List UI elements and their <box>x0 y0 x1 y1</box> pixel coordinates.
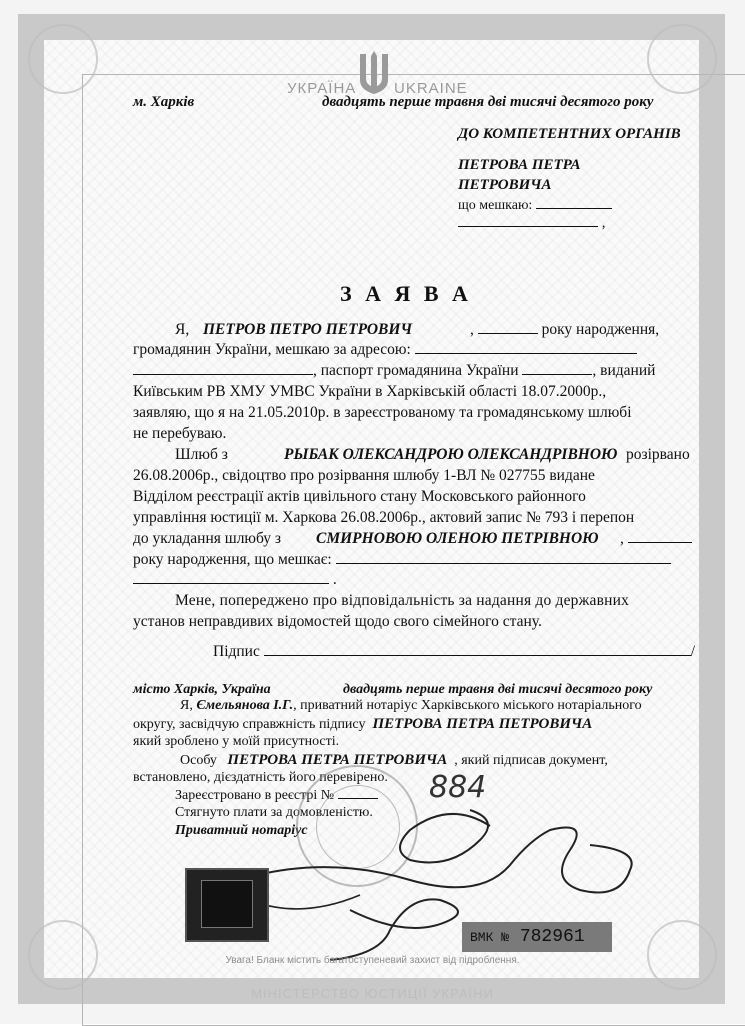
p1-passport: , паспорт громадянина України <box>313 362 519 379</box>
notary-line7: Стягнуто плати за домовленістю. <box>175 805 373 820</box>
document-title: З А Я В А <box>340 281 472 306</box>
trident-emblem-icon <box>357 50 391 96</box>
registry-label: Зареєстровано в реєстрі № <box>175 788 335 803</box>
notary-city: місто Харків, Україна <box>133 682 271 697</box>
notary-i: Я, <box>180 698 193 713</box>
p1-line3 <box>133 362 655 380</box>
p1-address-label: громадянин України, мешкаю за адресою: <box>133 341 411 358</box>
p2-residence: року народження, що мешкає: <box>133 551 332 568</box>
p3-line1: Мене, попереджено про відповідальність за надання до державних <box>175 592 630 609</box>
signature-blank <box>264 655 691 656</box>
corner-ornament <box>647 24 717 94</box>
passport-blank <box>522 374 592 375</box>
header-ukraina: УКРАЇНА <box>287 80 357 97</box>
header-ukraine: UKRAINE <box>394 80 468 97</box>
hologram-trident-icon <box>201 880 253 928</box>
notary-line1-rest: , приватний нотаріус Харківського міського нотаріального <box>293 698 642 713</box>
signature-row: Підпис / <box>213 643 696 660</box>
p1-line6: не перебуваю. <box>133 425 227 442</box>
residence-line2: , <box>458 213 606 234</box>
notary-line8: Приватний нотаріус <box>175 823 308 838</box>
notary-certify: округу, засвідчую справжність підпису <box>133 717 366 732</box>
signature-label: Підпис <box>213 643 260 660</box>
p2-line3: Відділом реєстрації актів цивільного стану Московського районного <box>133 488 586 505</box>
registry-number: 884 <box>429 770 487 805</box>
blank-warning: Увага! Бланк містить багатоступеневий захист від підроблення. <box>225 955 520 966</box>
notary-line4 <box>180 752 608 769</box>
p1-line5: заявляю, що я на 21.05.2010р. в зареєстрованому та громадянському шлюбі <box>133 404 632 421</box>
addressee-name-line2: ПЕТРОВИЧА <box>458 177 552 193</box>
p2-name2-after: , <box>620 530 692 548</box>
addressee-name-line1: ПЕТРОВА ПЕТРА <box>458 157 581 173</box>
header-date: двадцять перше травня дві тисячі десятого року <box>322 94 654 110</box>
notary-line3: який зроблено у моїй присутності. <box>133 734 340 749</box>
p2-line5: до укладання шлюбу з <box>133 530 282 547</box>
p1-name: ПЕТРОВ ПЕТРО ПЕТРОВИЧ <box>203 321 413 338</box>
birth-year-blank <box>628 542 692 543</box>
serial-number: 782961 <box>519 927 585 947</box>
p3-line2: установ неправдивих відомостей щодо свого сімейного стану. <box>133 613 542 630</box>
p1-line4: Київським РВ ХМУ УМВС України в Харківській області 18.07.2000р., <box>133 383 607 400</box>
residence-blank <box>133 583 329 584</box>
p2-name2: СМИРНОВОЮ ОЛЕНОЮ ПЕТРІВНОЮ <box>316 530 599 547</box>
notary-line4-rest: , який підписав документ, <box>454 753 608 768</box>
residence-blank <box>336 563 671 564</box>
notary-signer-name: ПЕТРОВА ПЕТРА ПЕТРОВИЧА <box>372 716 593 732</box>
residence-blank <box>458 226 598 227</box>
serial-prefix: ВМК № <box>470 930 510 945</box>
address-blank <box>415 353 637 354</box>
p2-line7: . <box>133 571 337 589</box>
blank-serial <box>462 922 612 952</box>
corner-ornament <box>28 24 98 94</box>
header-city: м. Харків <box>133 94 195 110</box>
addressee-to: ДО КОМПЕТЕНТНИХ ОРГАНІВ <box>458 126 681 142</box>
hologram-sticker <box>185 868 269 942</box>
p1-line2 <box>133 341 637 359</box>
notary-name: Ємельянова І.Г. <box>196 698 294 713</box>
notary-person-name: ПЕТРОВА ПЕТРА ПЕТРОВИЧА <box>227 752 448 768</box>
p1-birth-text: року народження, <box>541 321 660 338</box>
p1-issued: , виданий <box>592 362 656 379</box>
notary-person: Особу <box>180 753 217 768</box>
birth-year-blank <box>478 333 538 334</box>
notary-line5: встановлено, дієздатність його перевірено. <box>133 770 388 785</box>
address-blank <box>133 374 313 375</box>
p2-a: Шлюб з <box>175 446 228 463</box>
notary-date: двадцять перше травня дві тисячі десятого року <box>343 682 653 697</box>
p2-line6 <box>133 551 671 569</box>
residence-label-text: що мешкаю: <box>458 198 533 213</box>
notary-line1 <box>180 698 642 714</box>
residence-blank <box>536 208 612 209</box>
p1-i: Я, <box>175 321 190 338</box>
p2-name: РЫБАК ОЛЕКСАНДРОЮ ОЛЕКСАНДРІВНОЮ <box>284 446 618 463</box>
p2-b: розірвано <box>626 446 690 463</box>
notary-line2 <box>133 716 592 733</box>
p2-line4: управління юстиції м. Харкова 26.08.2006р., актовий запис № 793 і перепон <box>133 509 635 526</box>
p1-birth: , року народження, <box>470 321 660 338</box>
p2-line2: 26.08.2006р., свідоцтво про розірвання шлюбу 1-ВЛ № 027755 видане <box>133 467 595 484</box>
ministry-footer: МІНІСТЕРСТВО ЮСТИЦІЇ УКРАЇНИ <box>251 986 494 1001</box>
